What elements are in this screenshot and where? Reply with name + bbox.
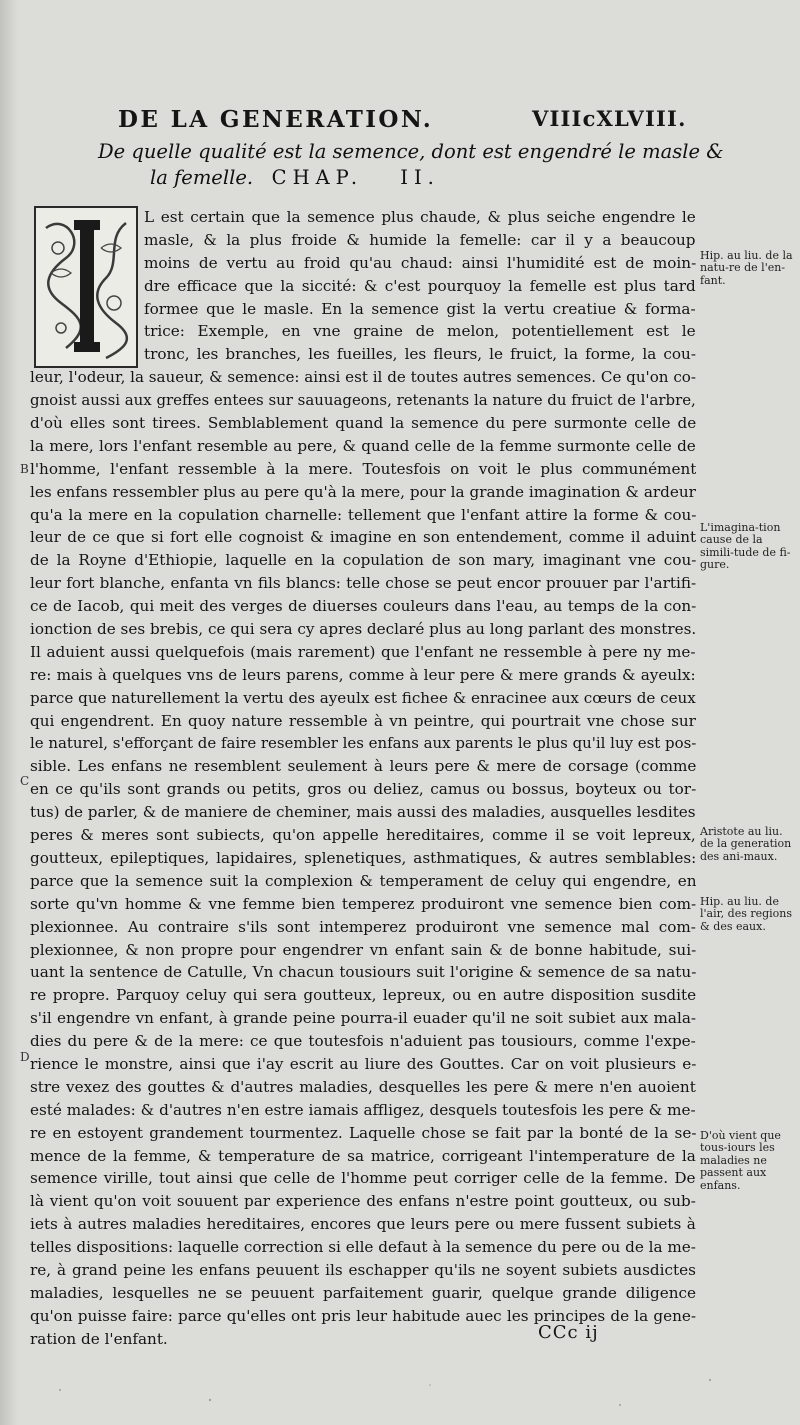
text-line: l'homme, l'enfant ressemble à la mere. Toutesfois on voit le plus communément bbox=[30, 459, 696, 478]
text-line: en ce qu'ils sont grands ou petits, gros ou deliez, camus ou bossus, boyteux ou tor- bbox=[30, 780, 696, 799]
margin-note-3: Aristote au liu. de la generation des ani-maux. bbox=[700, 825, 792, 863]
chapter-number: II. bbox=[400, 166, 440, 189]
margin-note-4: Hip. au liu. de l'air, des regions & des eaux. bbox=[700, 895, 793, 933]
text-line: là vient qu'on voit souuent par experience des enfans n'estre point goutteux, ou sub- bbox=[30, 1192, 696, 1211]
text-line: sorte qu'vn homme & vne femme bien temperez produiront vne semence bien com- bbox=[30, 894, 696, 913]
text-line: goutteux, epileptiques, lapidaires, splenetiques, asthmatiques, & autres semblables: bbox=[30, 848, 696, 867]
chapter-body bbox=[30, 206, 696, 1351]
text-line: stre vexez des gouttes & d'autres maladies, desquelles les pere & mere n'en auoient bbox=[30, 1077, 696, 1096]
text-line: peres & meres sont subiects, qu'on appelle hereditaires, comme il se voit lepreux, bbox=[30, 826, 696, 845]
text-line: le naturel, s'efforçant de faire resembler les enfans aux parents le plus qu'il luy est pos- bbox=[30, 734, 696, 753]
page-gutter-shadow bbox=[0, 0, 18, 1425]
text-line: re: mais à quelques vns de leurs parens, comme à leur pere & mere grands & ayeulx: bbox=[30, 665, 696, 684]
section-marker-c: C bbox=[20, 774, 30, 788]
text-line: ionction de ses brebis, ce qui sera cy apres declaré plus au long parlant des monstres. bbox=[30, 620, 696, 639]
signature-mark: CCc ij bbox=[538, 1322, 599, 1343]
text-line: mence de la femme, & temperature de sa matrice, corrigeant l'intemperature de la bbox=[30, 1146, 696, 1165]
text-line: re, à grand peine les enfans peuuent ils eschapper qu'ils ne soyent subiets ausdictes bbox=[30, 1260, 696, 1279]
text-line: de la Royne d'Ethiopie, laquelle en la copulation de son mary, imaginant vne cou- bbox=[30, 551, 696, 570]
text-line: trice: Exemple, en vne graine de melon, potentiellement est le bbox=[144, 322, 696, 341]
text-line: parce que naturellement la vertu des ayeulx est fichee & enracinee aux cœurs de ceux bbox=[30, 688, 696, 707]
text-line: Il aduient aussi quelquefois (mais rarement) que l'enfant ne ressemble à pere ny me- bbox=[30, 642, 696, 661]
text-line: dre efficace que la siccité: & c'est pourquoy la femelle est plus tard bbox=[144, 276, 696, 295]
text-line: les enfans ressembler plus au pere qu'à la mere, pour la grande imagination & ardeur bbox=[30, 482, 696, 501]
text-line: sible. Les enfans ne resemblent seulement à leurs pere & mere de corsage (comme bbox=[30, 757, 696, 776]
folio-number: VIIIcXLVIII. bbox=[532, 106, 687, 131]
text-line: leur fort blanche, enfanta vn fils blancs: telle chose se peut encor prouuer par l'artifi- bbox=[30, 574, 696, 593]
section-marker-b: B bbox=[20, 462, 29, 476]
text-line: maladies, lesquelles ne se peuuent parfaitement guarir, quelque grande diligence bbox=[30, 1283, 696, 1302]
text-line: L est certain que la semence plus chaude, & plus seiche engendre le bbox=[144, 208, 696, 226]
text-line: moins de vertu au froid qu'au chaud: ainsi l'humidité est de moin- bbox=[144, 253, 696, 272]
chapter-heading-line2 bbox=[150, 166, 440, 189]
text-line: plexionnee. Au contraire s'ils sont intemperez produiront vne semence mal com- bbox=[30, 917, 696, 936]
text-line: gnoist aussi aux greffes entees sur sauuageons, retenants la nature du fruict de l'arbre, bbox=[30, 391, 696, 410]
text-line: rience le monstre, ainsi que i'ay escrit au liure des Gouttes. Car on voit plusieurs e- bbox=[30, 1054, 696, 1073]
text-line: qu'on puisse faire: parce qu'elles ont pris leur habitude auec les principes de la gene- bbox=[30, 1306, 696, 1325]
text-line: formee que le masle. En la semence gist la vertu creatiue & forma- bbox=[144, 299, 696, 318]
text-line: uant la sentence de Catulle, Vn chacun tousiours suit l'origine & semence de sa natu- bbox=[30, 963, 696, 982]
text-line: la mere, lors l'enfant resemble au pere, & quand celle de la femme surmonte celle de bbox=[30, 436, 696, 455]
margin-note-1: Hip. au liu. de la natu-re de l'en-fant. bbox=[700, 249, 793, 287]
text-line: telles dispositions: laquelle correction si elle defaut à la semence du pere ou de la me- bbox=[30, 1238, 696, 1257]
text-line: leur de ce que si fort elle cognoist & imagine en son entendement, comme il aduint bbox=[30, 528, 696, 547]
text-line: qu'a la mere en la copulation charnelle: tellement que l'enfant attire la forme & cou- bbox=[30, 505, 696, 524]
text-line: parce que la semence suit la complexion & temperament de celuy qui engendre, en bbox=[30, 871, 696, 890]
text-line: leur, l'odeur, la saueur, & semence: ainsi est il de toutes autres semences. Ce qu'on co- bbox=[30, 368, 696, 387]
text-line: re en estoyent grandement tourmentez. Laquelle chose se fait par la bonté de la se- bbox=[30, 1123, 696, 1142]
text-line: tus) de parler, & de maniere de cheminer, mais aussi des maladies, ausquelles lesdites bbox=[30, 803, 696, 822]
text-line: ce de Iacob, qui meit des verges de diuerses couleurs dans l'eau, au temps de la con- bbox=[30, 597, 696, 616]
margin-note-5: D'où vient que tous-iours les maladies ne passent aux enfans. bbox=[700, 1129, 781, 1192]
text-line: qui engendrent. En quoy nature ressemble à vn peintre, qui pourtrait vne chose sur bbox=[30, 711, 696, 730]
page-speckle bbox=[0, 1370, 800, 1420]
text-line: dies du pere & de la mere: ce que toutesfois n'aduient pas tousiours, comme l'expe- bbox=[30, 1032, 696, 1051]
chapter-heading-line1: De quelle qualité est la semence, dont est engendré le masle & bbox=[98, 140, 724, 163]
text-line: semence virille, tout ainsi que celle de l'homme peut corriger celle de la femme. De bbox=[30, 1169, 696, 1188]
text-line: esté malades: & d'autres n'en estre iamais affligez, desquels toutesfois les pere & me- bbox=[30, 1100, 696, 1119]
text-line: re propre. Parquoy celuy qui sera goutteux, lepreux, ou en autre disposition susdite bbox=[30, 986, 696, 1005]
text-line: masle, & la plus froide & humide la femelle: car il y a beaucoup bbox=[144, 230, 696, 249]
chapter-label: CHAP. bbox=[271, 166, 364, 189]
text-line: plexionnee, & non propre pour engendrer vn enfant sain & de bonne habitude, sui- bbox=[30, 940, 696, 959]
text-line: s'il engendre vn enfant, à grande peine pourra-il euader qu'il ne soit subiet aux mala- bbox=[30, 1009, 696, 1028]
text-line: ration de l'enfant. bbox=[30, 1329, 168, 1348]
section-marker-d: D bbox=[20, 1050, 30, 1064]
text-line: tronc, les branches, les fueilles, les fleurs, le fruict, la forme, la cou- bbox=[144, 345, 696, 364]
text-line: iets à autres maladies hereditaires, encores que leurs pere ou mere fussent subiets à bbox=[30, 1215, 696, 1234]
chapter-heading-continuation: la femelle. bbox=[150, 166, 254, 189]
running-header-title: DE LA GENERATION. bbox=[118, 106, 434, 133]
text-line: d'où elles sont tirees. Semblablement quand la semence du pere surmonte celle de bbox=[30, 414, 696, 433]
margin-note-2: L'imagina-tion cause de la simili-tude de fi-gure. bbox=[700, 521, 791, 572]
